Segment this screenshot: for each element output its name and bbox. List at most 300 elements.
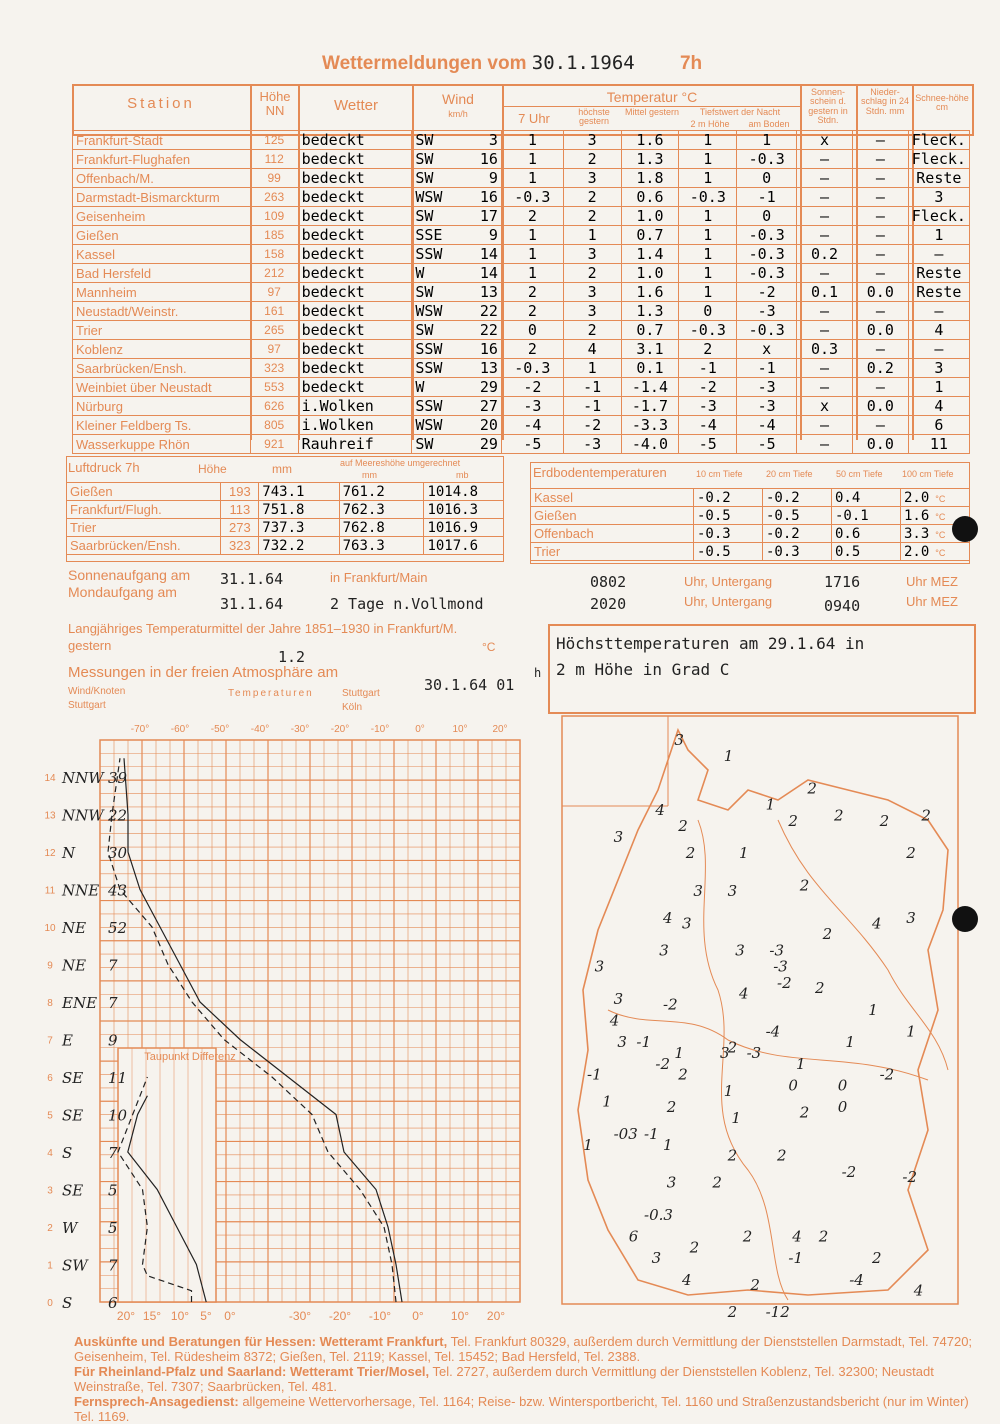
erdboden-c: 0.5 bbox=[832, 543, 901, 561]
y-tick: 0 bbox=[47, 1298, 53, 1309]
station-name: Koblenz bbox=[73, 340, 251, 359]
station-name: Bad Hersfeld bbox=[73, 264, 251, 283]
wind-knots-label: 6 bbox=[108, 1294, 118, 1312]
temp-max: -1 bbox=[563, 397, 621, 416]
map-temp-label: 3 bbox=[693, 882, 703, 900]
wind-knots-label: 7 bbox=[108, 956, 118, 975]
erdboden-row bbox=[531, 489, 970, 507]
temp-min-2m: -4 bbox=[679, 416, 737, 435]
temp-min-boden: x bbox=[737, 340, 797, 359]
wind-direction: SW bbox=[415, 169, 434, 187]
x-bottom-tick: 20° bbox=[486, 1309, 506, 1323]
moonset-label: Uhr, Untergang bbox=[684, 594, 773, 609]
map-temp-label: 1 bbox=[674, 1044, 684, 1062]
footer-ansage-bold: Fernsprech-Ansagedienst: bbox=[74, 1394, 239, 1409]
temp-7uhr: 2 bbox=[501, 207, 563, 226]
luftdruck-mb: 1016.3 bbox=[424, 501, 504, 519]
x-top-tick: 20° bbox=[492, 724, 508, 735]
x-top-tick: -40° bbox=[250, 724, 270, 735]
precipitation: – bbox=[852, 169, 908, 188]
precipitation: – bbox=[852, 378, 908, 397]
station-weather: bedeckt bbox=[298, 321, 412, 340]
snow-depth: 3 bbox=[908, 359, 969, 378]
station-weather: Rauhreif bbox=[298, 435, 412, 454]
map-temp-label: 0 bbox=[837, 1098, 848, 1116]
station-weather: bedeckt bbox=[298, 188, 412, 207]
station-weather: i.Wolken bbox=[298, 416, 412, 435]
title-date: 30.1.1964 bbox=[531, 52, 635, 74]
sunshine: x bbox=[797, 131, 853, 150]
map-temp-label: 1 bbox=[796, 1054, 806, 1073]
luftdruck-h: 323 bbox=[221, 537, 259, 555]
map-temp-label: 1 bbox=[663, 1135, 673, 1154]
temp-mittel: 0.7 bbox=[621, 321, 679, 340]
station-height: 97 bbox=[250, 340, 298, 359]
luftdruck-row bbox=[67, 483, 504, 501]
sunshine: 0.2 bbox=[797, 245, 853, 264]
map-temp-label: 3 bbox=[594, 957, 605, 976]
station-name: Frankfurt-Flughafen bbox=[73, 150, 251, 169]
y-tick: 2 bbox=[47, 1223, 53, 1234]
hdr-wetter: Wetter bbox=[334, 97, 378, 114]
y-tick: 11 bbox=[44, 885, 56, 897]
map-temp-label: 3 bbox=[659, 941, 669, 960]
erdboden-unit: °C bbox=[935, 547, 946, 558]
map-temp-label: -2 bbox=[879, 1065, 895, 1084]
snow-depth: 3 bbox=[908, 188, 969, 207]
temp-max: 1 bbox=[563, 359, 621, 378]
map-temp-label: 6 bbox=[628, 1227, 639, 1246]
map-frame bbox=[562, 716, 958, 1304]
map-temp-label: 4 bbox=[663, 909, 673, 927]
map-temp-label: 3 bbox=[720, 1044, 730, 1062]
erdboden-unit: °C bbox=[935, 529, 946, 540]
erdboden-10cm: 10 cm Tiefe bbox=[696, 469, 743, 479]
station-weather: bedeckt bbox=[298, 302, 412, 321]
temp-7uhr: 1 bbox=[501, 226, 563, 245]
map-temp-label: 3 bbox=[674, 730, 684, 749]
station-name: Saarbrücken/Ensh. bbox=[73, 359, 251, 378]
wind-dir-label: NNW bbox=[62, 806, 104, 825]
sunshine: – bbox=[797, 188, 853, 207]
x-bottom-tick: 0° bbox=[224, 1309, 236, 1323]
wind-direction: W bbox=[415, 264, 425, 282]
map-temp-label: 2 bbox=[822, 925, 833, 944]
map-temp-label: -0.3 bbox=[644, 1206, 673, 1224]
station-name: Kassel bbox=[73, 245, 251, 264]
map-temp-label: 2 bbox=[799, 876, 810, 895]
snow-depth: Fleck. bbox=[908, 131, 969, 150]
temp-min-boden: -0.3 bbox=[737, 150, 797, 169]
luftdruck-mm: 737.3 bbox=[259, 519, 339, 537]
map-temp-label: 3 bbox=[682, 914, 692, 933]
footer-info bbox=[74, 1334, 974, 1424]
temp-max: 2 bbox=[563, 150, 621, 169]
map-temp-label: 2 bbox=[666, 1098, 677, 1116]
temp-min-boden: 0 bbox=[737, 207, 797, 226]
temp-mittel-label: Langjähriges Temperaturmittel der Jahre 1851–1930 in Frankfurt/M. gestern bbox=[68, 621, 458, 653]
erdboden-c: 0.6 bbox=[832, 525, 901, 543]
map-temp-label: 1 bbox=[731, 1108, 741, 1127]
precipitation: 0.0 bbox=[852, 321, 908, 340]
map-temp-label: 2 bbox=[689, 1238, 700, 1257]
station-row bbox=[73, 416, 970, 435]
wind-knots-label: 43 bbox=[108, 881, 128, 900]
footer-rlp-text: Tel. 2727, außerdem durch Vermittlung der Dienststellen Koblenz, Tel. 32300; Neustadt Weinstraße, Tel. 7307; Saarbrücken, Tel. 481. bbox=[74, 1364, 934, 1394]
temp-7uhr: 1 bbox=[501, 169, 563, 188]
station-name: Frankfurt-Stadt bbox=[73, 131, 251, 150]
precipitation: – bbox=[852, 131, 908, 150]
luftdruck-row bbox=[67, 519, 504, 537]
erdboden-c: 0.4 bbox=[832, 489, 901, 507]
wind-dir-label: SW bbox=[62, 1256, 88, 1275]
erdboden-20cm: 20 cm Tiefe bbox=[766, 469, 813, 479]
station-name: Kleiner Feldberg Ts. bbox=[73, 416, 251, 435]
sunshine: – bbox=[797, 264, 853, 283]
temp-mittel: 1.6 bbox=[621, 283, 679, 302]
map-temp-label: 4 bbox=[739, 984, 749, 1003]
x-bottom-tick: 10° bbox=[170, 1309, 190, 1323]
station-name: Wasserkuppe Rhön bbox=[73, 435, 251, 454]
erdboden-a: -0.3 bbox=[694, 525, 763, 543]
precipitation: – bbox=[852, 150, 908, 169]
temp-7uhr: 2 bbox=[501, 283, 563, 302]
map-temp-label: 3 bbox=[613, 828, 624, 846]
map-temp-label: 3 bbox=[727, 882, 738, 900]
footer-hessen-bold: Auskünfte und Beratungen für Hessen: Wetteramt Frankfurt, bbox=[74, 1334, 448, 1349]
station-weather: bedeckt bbox=[298, 226, 412, 245]
erdboden-row bbox=[531, 525, 970, 543]
wind-speed: 16 bbox=[479, 188, 498, 206]
station-height: 626 bbox=[250, 397, 298, 416]
luftdruck-h: 193 bbox=[221, 483, 259, 501]
y-tick: 9 bbox=[47, 960, 53, 972]
y-tick: 13 bbox=[44, 810, 56, 822]
luftdruck-mmm: 762.8 bbox=[339, 519, 424, 537]
map-temp-label: -2 bbox=[777, 973, 792, 992]
map-temp-label: 2 bbox=[815, 979, 825, 998]
sunshine: – bbox=[797, 321, 853, 340]
map-temp-label: 2 bbox=[799, 1103, 810, 1122]
luftdruck-mmm: 763.3 bbox=[339, 537, 424, 555]
wind-speed: 20 bbox=[479, 416, 498, 434]
map-temp-label: 2 bbox=[807, 779, 817, 798]
erdboden-100cm: 100 cm Tiefe bbox=[902, 469, 954, 479]
station-row bbox=[73, 283, 970, 302]
temp-min-2m: 1 bbox=[679, 283, 737, 302]
y-tick: 3 bbox=[47, 1185, 53, 1197]
temp-7uhr: -3 bbox=[501, 397, 563, 416]
temp-7uhr: 1 bbox=[501, 131, 563, 150]
station-name: Darmstadt-Bismarckturm bbox=[73, 188, 251, 207]
sunshine: – bbox=[797, 435, 853, 454]
footer-ansage-text: allgemeine Wettervorhersage, Tel. 1164; Reise- bzw. Wintersportbericht, Tel. 1160 und Straßenzustandsbericht (nur im Winter) Tel. 1169. bbox=[74, 1394, 969, 1424]
y-tick: 14 bbox=[44, 773, 56, 784]
x-bottom-tick: 5° bbox=[200, 1309, 212, 1323]
temp-min-boden: -3 bbox=[737, 397, 797, 416]
wind-dir-label: W bbox=[62, 1219, 78, 1237]
station-weather: bedeckt bbox=[298, 207, 412, 226]
wind-speed: 13 bbox=[479, 283, 498, 301]
temp-max: 3 bbox=[563, 245, 621, 264]
x-top-tick: -60° bbox=[170, 724, 190, 735]
sunset-time: 1716 bbox=[824, 573, 861, 591]
messung-value: 30.1.64 01 bbox=[424, 676, 515, 694]
temp-min-2m: 1 bbox=[679, 150, 737, 169]
station-height: 921 bbox=[250, 435, 298, 454]
station-wind bbox=[412, 435, 502, 454]
punch-hole-top bbox=[952, 516, 978, 542]
map-temp-label: 4 bbox=[655, 801, 665, 819]
temp-7uhr: 2 bbox=[501, 302, 563, 321]
map-temp-label: 4 bbox=[682, 1270, 692, 1289]
luftdruck-mb: 1017.6 bbox=[424, 537, 504, 555]
temp-min-2m: 1 bbox=[679, 245, 737, 264]
y-tick: 6 bbox=[47, 1073, 53, 1084]
temp-mittel: 1.8 bbox=[621, 169, 679, 188]
wind-knots-label: 22 bbox=[108, 806, 128, 825]
map-temp-label: 4 bbox=[792, 1227, 802, 1246]
station-wind bbox=[412, 340, 502, 359]
sunshine: – bbox=[797, 416, 853, 435]
erdboden-a: -0.5 bbox=[694, 543, 763, 561]
wind-direction: W bbox=[415, 378, 425, 396]
x-top-tick: 0° bbox=[415, 724, 425, 735]
station-name: Offenbach/M. bbox=[73, 169, 251, 188]
map-temp-label: 2 bbox=[727, 1038, 738, 1057]
map-temp-label: 1 bbox=[845, 1033, 855, 1052]
station-height: 125 bbox=[250, 131, 298, 150]
station-row bbox=[73, 264, 970, 283]
erdboden-table bbox=[530, 488, 970, 561]
map-temp-label: 3 bbox=[666, 1173, 677, 1192]
sunshine: – bbox=[797, 378, 853, 397]
map-temp-label: 1 bbox=[765, 795, 776, 814]
hdr-wind-unit: km/h bbox=[448, 109, 468, 119]
station-name: Trier bbox=[73, 321, 251, 340]
title-hour: 7h bbox=[679, 53, 703, 74]
snow-depth: 4 bbox=[908, 321, 969, 340]
station-height: 323 bbox=[250, 359, 298, 378]
map-temp-label: -4 bbox=[765, 1022, 781, 1041]
temp-max: 1 bbox=[563, 226, 621, 245]
wind-direction: WSW bbox=[415, 302, 443, 320]
hdr-wind: Wind bbox=[442, 91, 474, 107]
station-row bbox=[73, 359, 970, 378]
station-height: 265 bbox=[250, 321, 298, 340]
erdboden-d-value: 2.0 bbox=[904, 489, 930, 506]
station-height: 263 bbox=[250, 188, 298, 207]
temp-max: 2 bbox=[563, 264, 621, 283]
map-temp-label: 1 bbox=[739, 844, 749, 863]
map-temp-label: 2 bbox=[678, 817, 688, 836]
map-temp-label: 2 bbox=[818, 1227, 829, 1246]
y-tick: 1 bbox=[47, 1260, 53, 1272]
sunshine: – bbox=[797, 150, 853, 169]
station-name: Nürburg bbox=[73, 397, 251, 416]
temp-min-2m: -5 bbox=[679, 435, 737, 454]
luftdruck-mmm: 761.2 bbox=[339, 483, 424, 501]
map-temp-label: 2 bbox=[750, 1276, 760, 1295]
temp-mittel: 1.3 bbox=[621, 302, 679, 321]
hdr-tief-boden: am Boden bbox=[748, 119, 790, 129]
station-weather: bedeckt bbox=[298, 150, 412, 169]
temp-max: 3 bbox=[563, 283, 621, 302]
map-temp-label: 3 bbox=[651, 1249, 662, 1268]
station-row bbox=[73, 397, 970, 416]
map-temp-label: -12 bbox=[765, 1303, 790, 1322]
x-top-tick: -10° bbox=[370, 724, 390, 735]
station-weather: bedeckt bbox=[298, 283, 412, 302]
station-weather: bedeckt bbox=[298, 340, 412, 359]
wind-dir-label: NNE bbox=[62, 881, 100, 900]
station-wind bbox=[412, 378, 502, 397]
erdboden-a: -0.5 bbox=[694, 507, 763, 525]
wind-dir-label: N bbox=[62, 844, 76, 862]
snow-depth: Fleck. bbox=[908, 207, 969, 226]
snow-depth: 11 bbox=[908, 435, 969, 454]
map-temp-label: -1 bbox=[644, 1125, 659, 1143]
wind-speed: 29 bbox=[479, 378, 498, 396]
moonrise-label: Mondaufgang am bbox=[68, 584, 177, 600]
snow-depth: – bbox=[908, 245, 969, 264]
erdboden-d bbox=[901, 543, 970, 561]
erdboden-50cm: 50 cm Tiefe bbox=[836, 469, 883, 479]
sunrise-date: 31.1.64 bbox=[220, 570, 284, 588]
punch-hole-bottom bbox=[952, 906, 978, 932]
erdboden-b: -0.3 bbox=[763, 543, 832, 561]
wind-knots-label: 5 bbox=[108, 1219, 118, 1237]
temp-min-boden: -0.3 bbox=[737, 226, 797, 245]
temp-min-2m: 0 bbox=[679, 302, 737, 321]
station-wind bbox=[412, 359, 502, 378]
map-temp-label: -2 bbox=[663, 995, 678, 1014]
luftdruck-mmm: 762.3 bbox=[339, 501, 424, 519]
luftdruck-mm: 732.2 bbox=[259, 537, 339, 555]
temp-mittel: 3.1 bbox=[621, 340, 679, 359]
station-wind bbox=[412, 283, 502, 302]
max-temperature-map bbox=[548, 710, 974, 1330]
temp-7uhr: 1 bbox=[501, 245, 563, 264]
taupunkt-label: Taupunkt Differenz bbox=[144, 1051, 236, 1063]
messung-koeln: Köln bbox=[342, 702, 363, 713]
messung-wind: Wind/Knoten bbox=[68, 686, 126, 697]
station-name: Weinbiet über Neustadt bbox=[73, 378, 251, 397]
luftdruck-name: Frankfurt/Flugh. bbox=[67, 501, 221, 519]
map-temp-label: -1 bbox=[587, 1065, 602, 1084]
wind-direction: SSW bbox=[415, 397, 443, 415]
footer-line-rlp bbox=[74, 1364, 974, 1394]
temp-min-boden: 1 bbox=[737, 131, 797, 150]
sunshine: 0.3 bbox=[797, 340, 853, 359]
station-name: Mannheim bbox=[73, 283, 251, 302]
station-weather: bedeckt bbox=[298, 359, 412, 378]
wind-dir-label: NNW bbox=[62, 769, 104, 787]
wind-direction: SW bbox=[415, 435, 434, 453]
y-tick: 12 bbox=[44, 848, 56, 859]
y-tick: 10 bbox=[44, 923, 56, 934]
station-row bbox=[73, 226, 970, 245]
map-temp-label: -1 bbox=[788, 1249, 804, 1268]
temp-7uhr: -0.3 bbox=[501, 359, 563, 378]
temp-mittel: 1.0 bbox=[621, 264, 679, 283]
map-temp-label: 2 bbox=[678, 1065, 688, 1084]
station-height: 161 bbox=[250, 302, 298, 321]
x-top-tick: -20° bbox=[330, 724, 350, 735]
erdboden-b: -0.5 bbox=[763, 507, 832, 525]
luftdruck-name: Gießen bbox=[67, 483, 221, 501]
mez-label-1: Uhr MEZ bbox=[906, 574, 958, 589]
station-row bbox=[73, 245, 970, 264]
wind-speed: 16 bbox=[479, 150, 498, 168]
luftdruck-row bbox=[67, 537, 504, 555]
moon-phase: 2 Tage n.Vollmond bbox=[330, 595, 484, 613]
map-temp-label: 2 bbox=[742, 1227, 753, 1246]
mez-label-2: Uhr MEZ bbox=[906, 594, 958, 609]
temp-min-2m: 1 bbox=[679, 169, 737, 188]
wind-dir-label: S bbox=[62, 1294, 73, 1312]
map-temp-label: -2 bbox=[655, 1054, 671, 1073]
precipitation: – bbox=[852, 264, 908, 283]
map-temp-label: 2 bbox=[788, 811, 798, 830]
station-row bbox=[73, 150, 970, 169]
temp-min-2m: -0.3 bbox=[679, 321, 737, 340]
moonrise-time: 2020 bbox=[590, 595, 627, 613]
precipitation: 0.2 bbox=[852, 359, 908, 378]
station-height: 112 bbox=[250, 150, 298, 169]
erdboden-name: Offenbach bbox=[531, 525, 694, 543]
station-row bbox=[73, 169, 970, 188]
erdboden-title: Erdbodentemperaturen bbox=[533, 465, 667, 480]
title-text: Wettermeldungen bbox=[322, 53, 483, 74]
wind-speed: 3 bbox=[488, 131, 498, 149]
station-weather: bedeckt bbox=[298, 264, 412, 283]
messung-label: Messungen in der freien Atmosphäre am bbox=[68, 664, 339, 681]
precipitation: – bbox=[852, 245, 908, 264]
map-temp-label: 4 bbox=[913, 1281, 924, 1300]
x-bottom-tick: 0° bbox=[412, 1309, 424, 1323]
station-height: 99 bbox=[250, 169, 298, 188]
temp-7uhr: -4 bbox=[501, 416, 563, 435]
footer-line-hessen bbox=[74, 1334, 974, 1364]
sunshine: 0.1 bbox=[797, 283, 853, 302]
temp-7uhr: 1 bbox=[501, 264, 563, 283]
wind-dir-label: S bbox=[62, 1144, 73, 1162]
erdboden-d bbox=[901, 489, 970, 507]
wind-speed: 16 bbox=[479, 340, 498, 358]
erdboden-b: -0.2 bbox=[763, 489, 832, 507]
wind-dir-label: SE bbox=[62, 1069, 84, 1087]
wind-knots-label: 39 bbox=[108, 769, 128, 787]
snow-depth: 1 bbox=[908, 378, 969, 397]
station-wind bbox=[412, 150, 502, 169]
x-top-tick: -70° bbox=[130, 724, 150, 735]
luftdruck-mb: 1014.8 bbox=[424, 483, 504, 501]
wind-dir-label: NE bbox=[62, 919, 87, 937]
wind-direction: SSW bbox=[415, 359, 443, 377]
wind-knots-label: 9 bbox=[108, 1031, 118, 1050]
temp-7uhr: -5 bbox=[501, 435, 563, 454]
station-wind bbox=[412, 397, 502, 416]
luftdruck-table bbox=[66, 482, 504, 555]
hdr-mittel: Mittel gestern bbox=[624, 107, 680, 117]
x-bottom-tick: -10° bbox=[368, 1309, 392, 1323]
luftdruck-name: Trier bbox=[67, 519, 221, 537]
sunshine: – bbox=[797, 302, 853, 321]
sunshine: – bbox=[797, 226, 853, 245]
temp-min-2m: 1 bbox=[679, 131, 737, 150]
station-weather: i.Wolken bbox=[298, 397, 412, 416]
